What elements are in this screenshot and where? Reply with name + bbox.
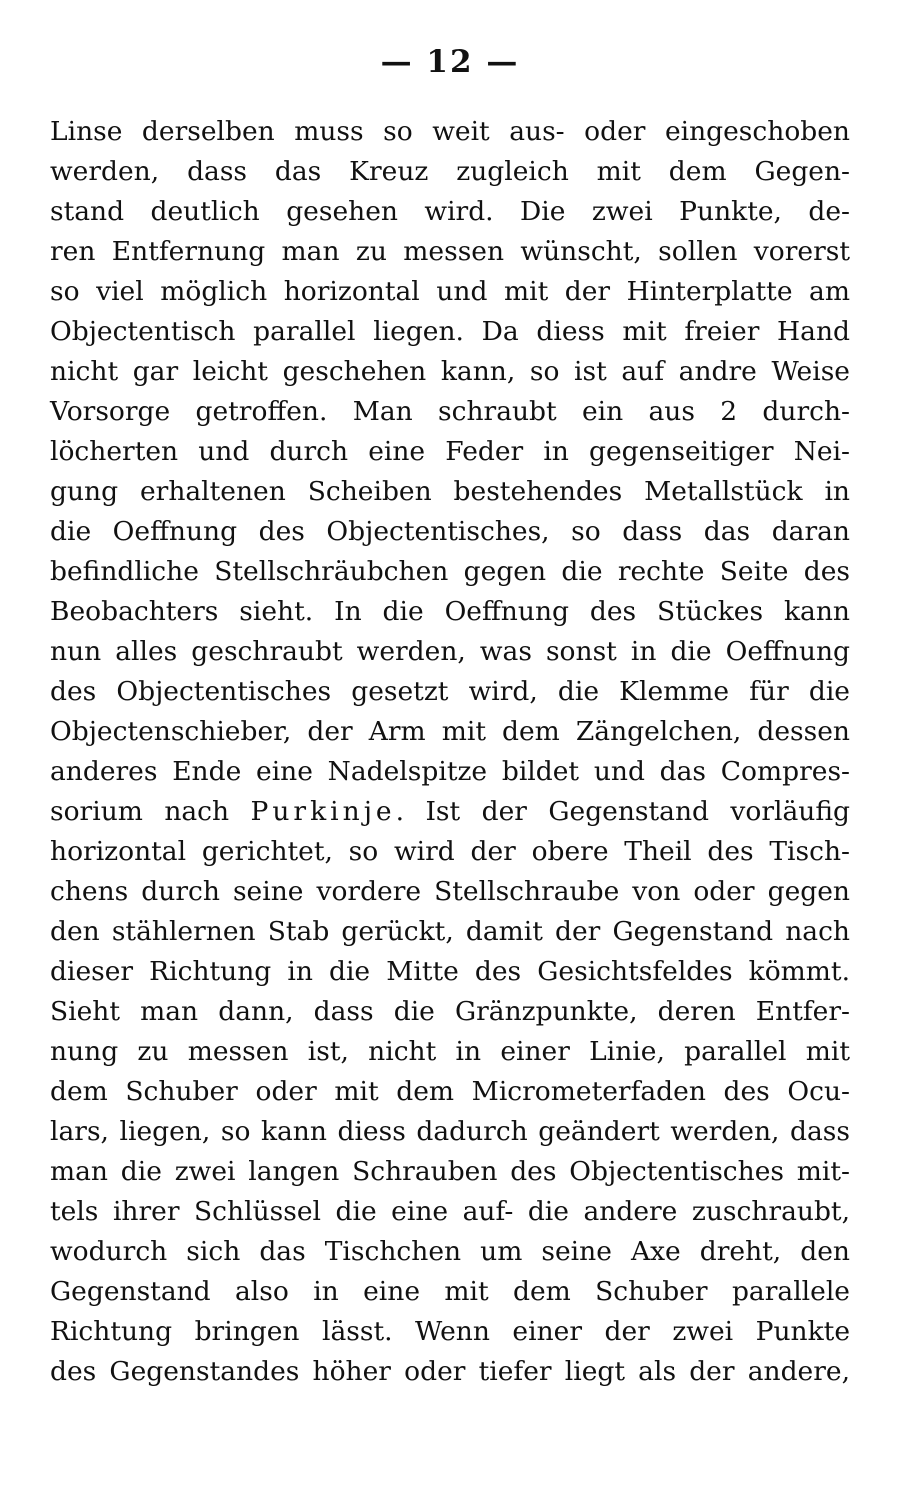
text-line: chens durch seine vordere Stellschraube von oder gegen: [50, 876, 850, 907]
page-number: — 12 —: [380, 44, 520, 80]
text-line: Objectenschieber, der Arm mit dem Zängelchen, dessen: [50, 716, 850, 747]
text-line: lars, liegen, so kann diess dadurch geändert werden, dass: [50, 1116, 850, 1147]
body-text: [50, 112, 850, 1392]
text-line: befindliche Stellschräubchen gegen die rechte Seite des: [50, 556, 850, 587]
text-line: nun alles geschraubt werden, was sonst in die Oeffnung: [50, 636, 850, 667]
text-line: des Gegenstandes höher oder tiefer liegt als der andere,: [50, 1356, 850, 1387]
text-line: des Objectentisches gesetzt wird, die Klemme für die: [50, 676, 850, 707]
text-line: anderes Ende eine Nadelspitze bildet und das Compres-: [50, 756, 850, 787]
text-line: dieser Richtung in die Mitte des Gesichtsfeldes kömmt.: [50, 956, 850, 987]
text-line: den stählernen Stab gerückt, damit der Gegenstand nach: [50, 916, 850, 947]
text-fragment: . Ist der Gegenstand vorläufig: [395, 796, 850, 827]
text-line: die Oeffnung des Objectentisches, so dass das daran: [50, 516, 850, 547]
text-line-purkinje: [50, 792, 850, 832]
text-line: ren Entfernung man zu messen wünscht, sollen vorerst: [50, 236, 850, 267]
text-line: wodurch sich das Tischchen um seine Axe dreht, den: [50, 1236, 850, 1267]
text-line: werden, dass das Kreuz zugleich mit dem Gegen-: [50, 156, 850, 187]
text-line: Linse derselben muss so weit aus- oder eingeschoben: [50, 116, 850, 147]
text-line: horizontal gerichtet, so wird der obere Theil des Tisch-: [50, 836, 850, 867]
text-line: nicht gar leicht geschehen kann, so ist auf andre Weise: [50, 356, 850, 387]
text-line: tels ihrer Schlüssel die eine auf- die andere zuschraubt,: [50, 1196, 850, 1227]
text-line: löcherten und durch eine Feder in gegenseitiger Nei-: [50, 436, 850, 467]
text-line: Sieht man dann, dass die Gränzpunkte, deren Entfer-: [50, 996, 850, 1027]
text-line: nung zu messen ist, nicht in einer Linie, parallel mit: [50, 1036, 850, 1067]
text-line: dem Schuber oder mit dem Micrometerfaden des Ocu-: [50, 1076, 850, 1107]
author-name-spaced: Purkinje: [250, 796, 396, 827]
text-line: so viel möglich horizontal und mit der Hinterplatte am: [50, 276, 850, 307]
text-line: Gegenstand also in eine mit dem Schuber parallele: [50, 1276, 850, 1307]
text-line: stand deutlich gesehen wird. Die zwei Punkte, de-: [50, 196, 850, 227]
text-line: Richtung bringen lässt. Wenn einer der zwei Punkte: [50, 1316, 850, 1347]
text-fragment: sorium nach: [50, 796, 251, 827]
text-line: man die zwei langen Schrauben des Objectentisches mit-: [50, 1156, 850, 1187]
text-line: Vorsorge getroffen. Man schraubt ein aus 2 durch-: [50, 396, 850, 427]
text-line: Objectentisch parallel liegen. Da diess mit freier Hand: [50, 316, 850, 347]
text-line: gung erhaltenen Scheiben bestehendes Metallstück in: [50, 476, 850, 507]
text-line: Beobachters sieht. In die Oeffnung des Stückes kann: [50, 596, 850, 627]
